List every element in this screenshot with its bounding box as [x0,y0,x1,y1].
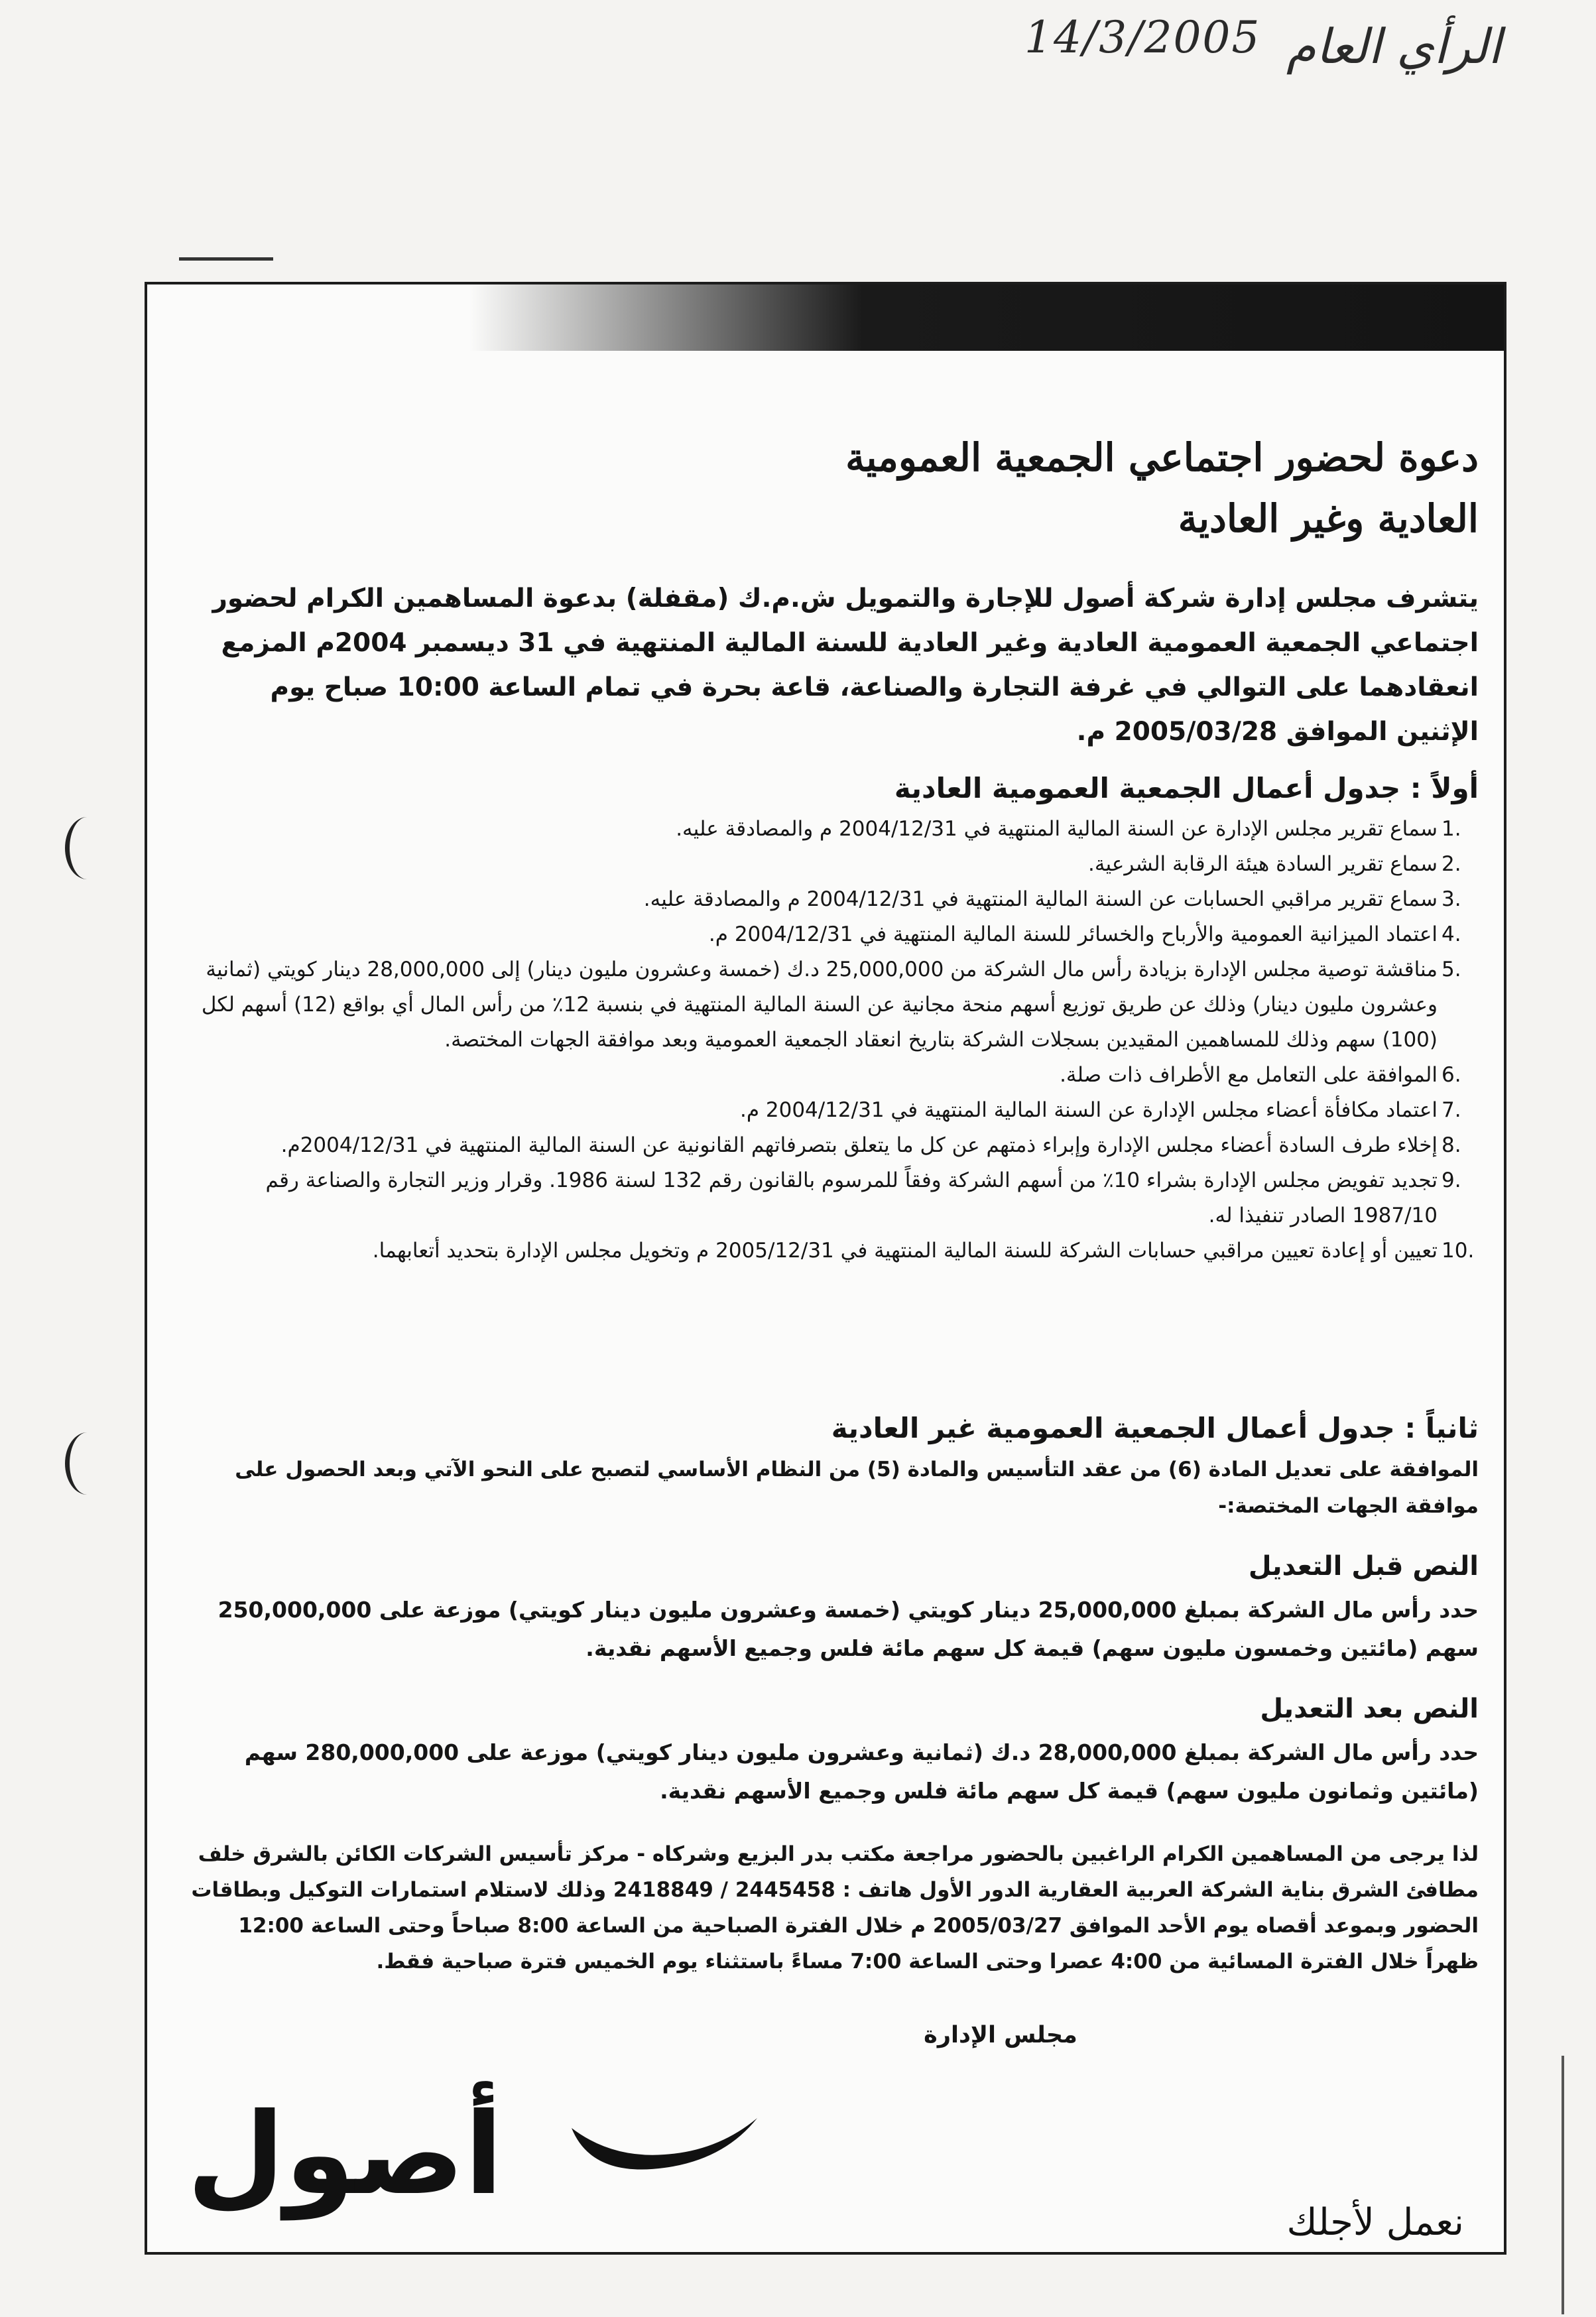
item-number: 10. [1442,1239,1475,1263]
item-text: تعيين أو إعادة تعيين مراقبي حسابات الشركة للسنة المالية المنتهية في 2005/12/31 م وتخويل مجلس الإدارة بتحديد أتعابهما. [372,1239,1438,1263]
item-number: 4. [1442,922,1461,946]
item-number: 9. [1442,1168,1461,1192]
item-number: 8. [1442,1133,1461,1157]
after-amendment-heading: النص بعد التعديل [1260,1694,1479,1724]
list-item [179,1128,1479,1163]
list-item [179,882,1479,917]
stray-pen-line [179,257,273,261]
ad-title [351,427,1479,549]
title-line-2: العادية وغير العادية [1178,496,1479,541]
title-line-1: دعوة لحضور اجتماعي الجمعية العمومية [845,435,1479,480]
item-number: 7. [1442,1098,1461,1122]
section2-heading: ثانياً : جدول أعمال الجمعية العمومية غير العادية [831,1412,1479,1444]
list-item [179,847,1479,882]
item-text: الموافقة على التعامل مع الأطراف ذات صلة. [1060,1063,1438,1087]
before-amendment-heading: النص قبل التعديل [1248,1551,1479,1582]
header-gradient-bar [469,284,1504,351]
item-text: إخلاء طرف السادة أعضاء مجلس الإدارة وإبراء ذمتهم عن كل ما يتعلق بتصرفاتهم القانونية عن السنة المالية المنتهية في 2004/12/31م. [280,1133,1438,1157]
item-text: اعتماد الميزانية العمومية والأرباح والخسائر للسنة المالية المنتهية في 2004/12/31 م. [708,922,1438,946]
swoosh-icon [565,2115,764,2188]
list-item [179,1233,1479,1269]
list-item [179,917,1479,952]
intro-paragraph: يتشرف مجلس إدارة شركة أصول للإجارة والتمويل ش.م.ك (مقفلة) بدعوة المساهمين الكرام لحضور اجتماعي الجمعية العمومية العادية وغير العادية للسنة المالية المنتهية في 31 ديسمبر 2004م المزمع انعقادهما على التوالي في غرفة التجارة والصناعة، قاعة بحرة في تمام الساعة 10:00 صباح يوم الإثنين الموافق 2005/03/28 م. [212,584,1479,747]
ordinary-agenda-list [179,812,1479,1269]
item-number: 2. [1442,852,1461,876]
item-text: تجديد تفويض مجلس الإدارة بشراء 10٪ من أسهم الشركة وفقاً للمرسوم بالقانون رقم 132 لسنة 1986. وقرار وزير التجارة والصناعة رقم 1987/10 الصادر تنفيذا له. [265,1168,1438,1227]
item-number: 3. [1442,887,1461,911]
handwritten-note: الرأي العام [1286,19,1502,74]
list-item [179,1093,1479,1128]
company-logo [174,2088,770,2234]
list-item [179,1163,1479,1233]
item-text: سماع تقرير مراقبي الحسابات عن السنة المالية المنتهية في 2004/12/31 م والمصادقة عليه. [643,887,1438,911]
item-number: 5. [1442,958,1461,981]
item-text: مناقشة توصية مجلس الإدارة بزيادة رأس مال الشركة من 25,000,000 د.ك (خمسة وعشرون مليون دينار) إلى 28,000,000 دينار كويتي (ثمانية وعشرون مليون دينار) وذلك عن طريق توزيع أسهم منحة مجانية عن السنة المالية المنتهية في بنسبة 12٪ من رأس المال أي بواقع (12) أسهم لكل (100) سهم وذلك للمساهمين المقيدين بسجلات الشركة بتاريخ انعقاد الجمعية العمومية وبعد موافقة الجهات المختصة. [201,958,1438,1052]
section1-heading: أولاً : جدول أعمال الجمعية العمومية العادية [894,772,1479,804]
item-text: سماع تقرير مجلس الإدارة عن السنة المالية المنتهية في 2004/12/31 م والمصادقة عليه. [676,817,1438,841]
list-item [179,1058,1479,1093]
board-signature: مجلس الإدارة [924,2022,1077,2048]
list-item [179,952,1479,1058]
after-amendment-text: حدد رأس مال الشركة بمبلغ 28,000,000 د.ك (ثمانية وعشرون مليون دينار كويتي) موزعة على 280,000,000 سهم (مائتين وثمانون مليون سهم) قيمة كل سهم مائة فلس وجميع الأسهم نقدية. [244,1739,1479,1804]
advertisement-frame [145,282,1506,2255]
handwritten-date: 14/3/2005 [1024,12,1261,63]
item-text: اعتماد مكافأة أعضاء مجلس الإدارة عن السنة المالية المنتهية في 2004/12/31 م. [739,1098,1438,1122]
list-item [179,812,1479,847]
item-text: سماع تقرير السادة هيئة الرقابة الشرعية. [1088,852,1438,876]
item-number: 6. [1442,1063,1461,1087]
punch-hole [65,1432,109,1495]
slogan: نعمل لأجلك [1286,2201,1464,2244]
section2-text: الموافقة على تعديل المادة (6) من عقد التأسيس والمادة (5) من النظام الأساسي لتصبح على النحو الآتي وبعد الحصول على موافقة الجهات المختصة:- [235,1458,1479,1518]
item-number: 1. [1442,817,1461,841]
logo-wordmark: أصول [187,2089,503,2220]
before-amendment-text: حدد رأس مال الشركة بمبلغ 25,000,000 دينار كويتي (خمسة وعشرون مليون دينار كويتي) موزعة على 250,000,000 سهم (مائتين وخمسون مليون سهم) قيمة كل سهم مائة فلس وجميع الأسهم نقدية. [217,1597,1479,1661]
margin-line [1562,2056,1564,2314]
closing-paragraph: لذا يرجى من المساهمين الكرام الراغبين بالحضور مراجعة مكتب بدر البزيع وشركاه - مركز تأسيس الشركات الكائن بالشرق خلف مطافئ الشرق بناية الشركة العربية العقارية الدور الأول هاتف : 2445458 / 2418849 وذلك لاستلام استمارات التوكيل وبطاقات الحضور وبموعد أقصاه يوم الأحد الموافق 2005/03/27 م خلال الفترة الصباحية من الساعة 8:00 صباحاً وحتى الساعة 12:00 ظهراً خلال الفترة المسائية من 4:00 عصرا وحتى الساعة 7:00 مساءً باستثناء يوم الخميس فترة صباحية فقط. [191,1842,1479,1973]
punch-hole [65,817,109,879]
